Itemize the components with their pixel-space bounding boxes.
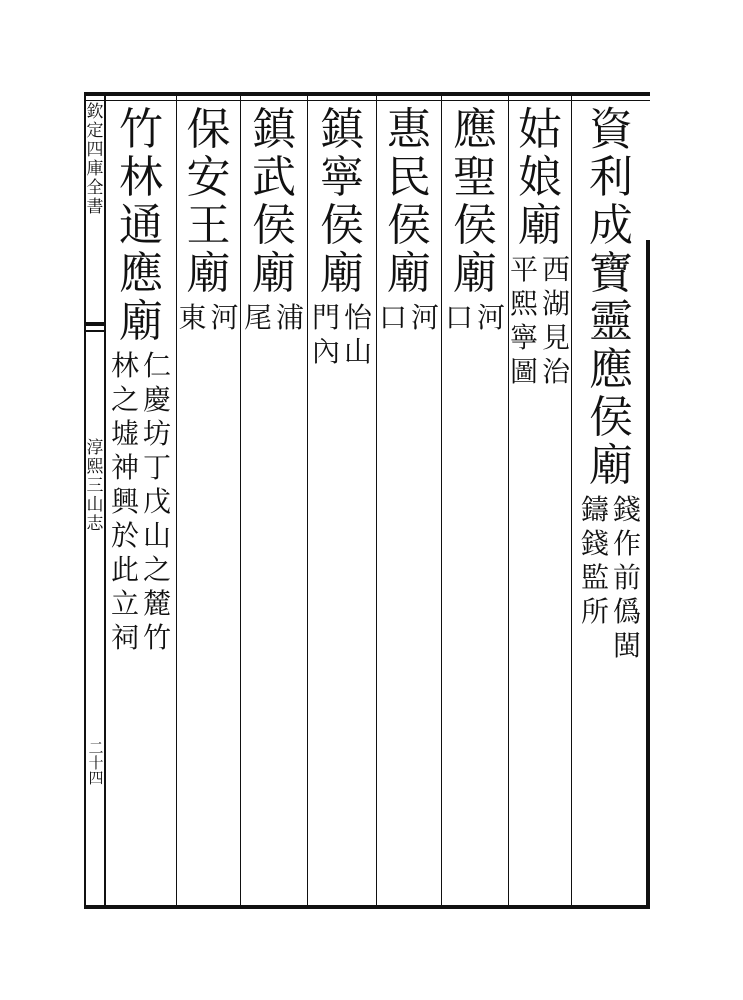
note-char: 監 — [580, 561, 609, 594]
note-char: 作 — [613, 527, 642, 560]
note-char: 閩 — [613, 629, 642, 662]
main-char: 寶 — [589, 248, 633, 299]
note-char: 湖 — [542, 287, 571, 320]
annotation-note — [110, 349, 172, 658]
note-char: 熙 — [509, 287, 538, 320]
annotation-note — [311, 301, 373, 372]
note-subcolumn — [444, 301, 473, 338]
annotation-note — [178, 301, 239, 338]
main-char: 侯 — [453, 200, 497, 251]
source-title-char: 淳 — [86, 438, 104, 458]
note-char: 河 — [411, 301, 440, 334]
main-char: 民 — [387, 152, 431, 203]
note-subcolumn — [243, 301, 272, 338]
note-char: 麓 — [143, 587, 172, 620]
book-title-char: 欽 — [86, 102, 104, 122]
main-char: 應 — [453, 104, 497, 155]
note-char: 竹 — [143, 621, 172, 654]
note-char: 神 — [110, 451, 139, 484]
note-char: 錢 — [613, 493, 642, 526]
main-char: 廟 — [387, 248, 431, 299]
note-subcolumn — [276, 301, 305, 338]
note-subcolumn — [580, 493, 609, 666]
note-char: 平 — [509, 253, 538, 286]
main-char: 應 — [589, 344, 633, 395]
main-char: 王 — [186, 200, 231, 251]
text-column — [578, 104, 644, 666]
note-char: 坊 — [143, 417, 172, 450]
book-title-char: 四 — [86, 140, 104, 160]
source-title-char: 熙 — [86, 457, 104, 477]
note-subcolumn — [344, 301, 373, 372]
main-char: 廟 — [453, 248, 497, 299]
note-char: 西 — [542, 253, 571, 286]
main-char: 廟 — [518, 200, 562, 251]
note-char: 內 — [311, 335, 340, 368]
note-char: 興 — [110, 485, 139, 518]
note-subcolumn — [311, 301, 340, 372]
note-char: 此 — [110, 553, 139, 586]
main-char: 廟 — [320, 248, 364, 299]
main-char: 娘 — [518, 152, 562, 203]
note-char: 丁 — [143, 451, 172, 484]
margin-source-title — [84, 440, 106, 535]
note-subcolumn — [509, 253, 538, 392]
main-char: 廟 — [252, 248, 296, 299]
main-char: 侯 — [252, 200, 296, 251]
note-char: 河 — [477, 301, 506, 334]
main-char: 利 — [589, 152, 633, 203]
main-char: 保 — [186, 104, 231, 155]
note-char: 戊 — [143, 485, 172, 518]
book-title-char: 全 — [86, 178, 104, 198]
note-char: 慶 — [143, 383, 172, 416]
main-char: 竹 — [119, 104, 163, 155]
main-char: 鎮 — [320, 104, 364, 155]
text-column — [108, 104, 174, 658]
column-divider — [176, 96, 177, 907]
main-char: 通 — [119, 200, 163, 251]
note-subcolumn — [110, 349, 139, 658]
text-column — [178, 104, 239, 338]
annotation-note — [444, 301, 506, 338]
main-char: 侯 — [387, 200, 431, 251]
column-divider — [508, 96, 509, 907]
annotation-note — [378, 301, 440, 338]
main-char: 鎮 — [252, 104, 296, 155]
column-divider — [571, 96, 572, 907]
margin-book-title — [86, 104, 104, 218]
column-divider — [441, 96, 442, 907]
main-char: 廟 — [186, 248, 231, 299]
margin-page-number — [84, 740, 106, 785]
note-char: 門 — [311, 301, 340, 334]
main-char: 武 — [252, 152, 296, 203]
note-char: 圖 — [509, 355, 538, 388]
annotation-note — [243, 301, 305, 338]
top-border — [84, 92, 650, 96]
note-char: 之 — [143, 553, 172, 586]
main-char: 聖 — [453, 152, 497, 203]
page-number: 二十四 — [86, 740, 105, 785]
main-char: 惠 — [387, 104, 431, 155]
main-char: 應 — [119, 248, 163, 299]
note-char: 怡 — [344, 301, 373, 334]
note-subcolumn — [210, 301, 239, 338]
text-column — [509, 104, 571, 392]
note-char: 鑄 — [580, 493, 609, 526]
text-column — [242, 104, 306, 338]
main-char: 成 — [589, 200, 633, 251]
note-char: 口 — [444, 301, 473, 334]
note-char: 前 — [613, 561, 642, 594]
text-column — [309, 104, 375, 372]
main-char: 侯 — [320, 200, 364, 251]
note-char: 錢 — [580, 527, 609, 560]
column-divider — [240, 96, 241, 907]
main-char: 資 — [589, 104, 633, 155]
main-char: 廟 — [589, 440, 633, 491]
right-border — [646, 240, 650, 908]
note-char: 尾 — [243, 301, 272, 334]
annotation-note — [509, 253, 571, 392]
bottom-border — [84, 905, 650, 909]
note-char: 山 — [143, 519, 172, 552]
note-char: 林 — [110, 349, 139, 382]
note-subcolumn — [411, 301, 440, 338]
note-char: 仁 — [143, 349, 172, 382]
note-subcolumn — [143, 349, 172, 658]
column-divider — [376, 96, 377, 907]
note-subcolumn — [613, 493, 642, 666]
note-char: 祠 — [110, 621, 139, 654]
annotation-note — [580, 493, 642, 666]
book-title-char: 書 — [86, 197, 104, 217]
note-char: 治 — [542, 355, 571, 388]
note-char: 之 — [110, 383, 139, 416]
note-char: 寧 — [509, 321, 538, 354]
inner-top-rule — [84, 100, 650, 101]
main-char: 靈 — [589, 296, 633, 347]
note-char: 墟 — [110, 417, 139, 450]
main-char: 廟 — [119, 296, 163, 347]
fishtail-mark-lower — [86, 330, 104, 332]
note-char: 所 — [580, 595, 609, 628]
note-char: 河 — [210, 301, 239, 334]
source-title-char: 山 — [86, 495, 104, 515]
book-title-char: 定 — [86, 121, 104, 141]
note-char: 山 — [344, 335, 373, 368]
text-column — [378, 104, 440, 338]
note-char: 於 — [110, 519, 139, 552]
fishtail-mark — [86, 322, 104, 326]
note-char: 浦 — [276, 301, 305, 334]
note-char: 見 — [542, 321, 571, 354]
main-char: 侯 — [589, 392, 633, 443]
note-subcolumn — [542, 253, 571, 392]
main-char: 安 — [186, 152, 231, 203]
source-title-char: 志 — [86, 514, 104, 534]
column-divider — [307, 96, 308, 907]
text-column — [443, 104, 507, 338]
note-subcolumn — [477, 301, 506, 338]
main-char: 寧 — [320, 152, 364, 203]
note-char: 東 — [178, 301, 207, 334]
note-char: 立 — [110, 587, 139, 620]
book-title-char: 庫 — [86, 159, 104, 179]
main-char: 姑 — [518, 104, 562, 155]
note-subcolumn — [378, 301, 407, 338]
note-char: 僞 — [613, 595, 642, 628]
source-title-char: 三 — [86, 476, 104, 496]
main-char: 林 — [119, 152, 163, 203]
note-char: 口 — [378, 301, 407, 334]
note-subcolumn — [178, 301, 207, 338]
